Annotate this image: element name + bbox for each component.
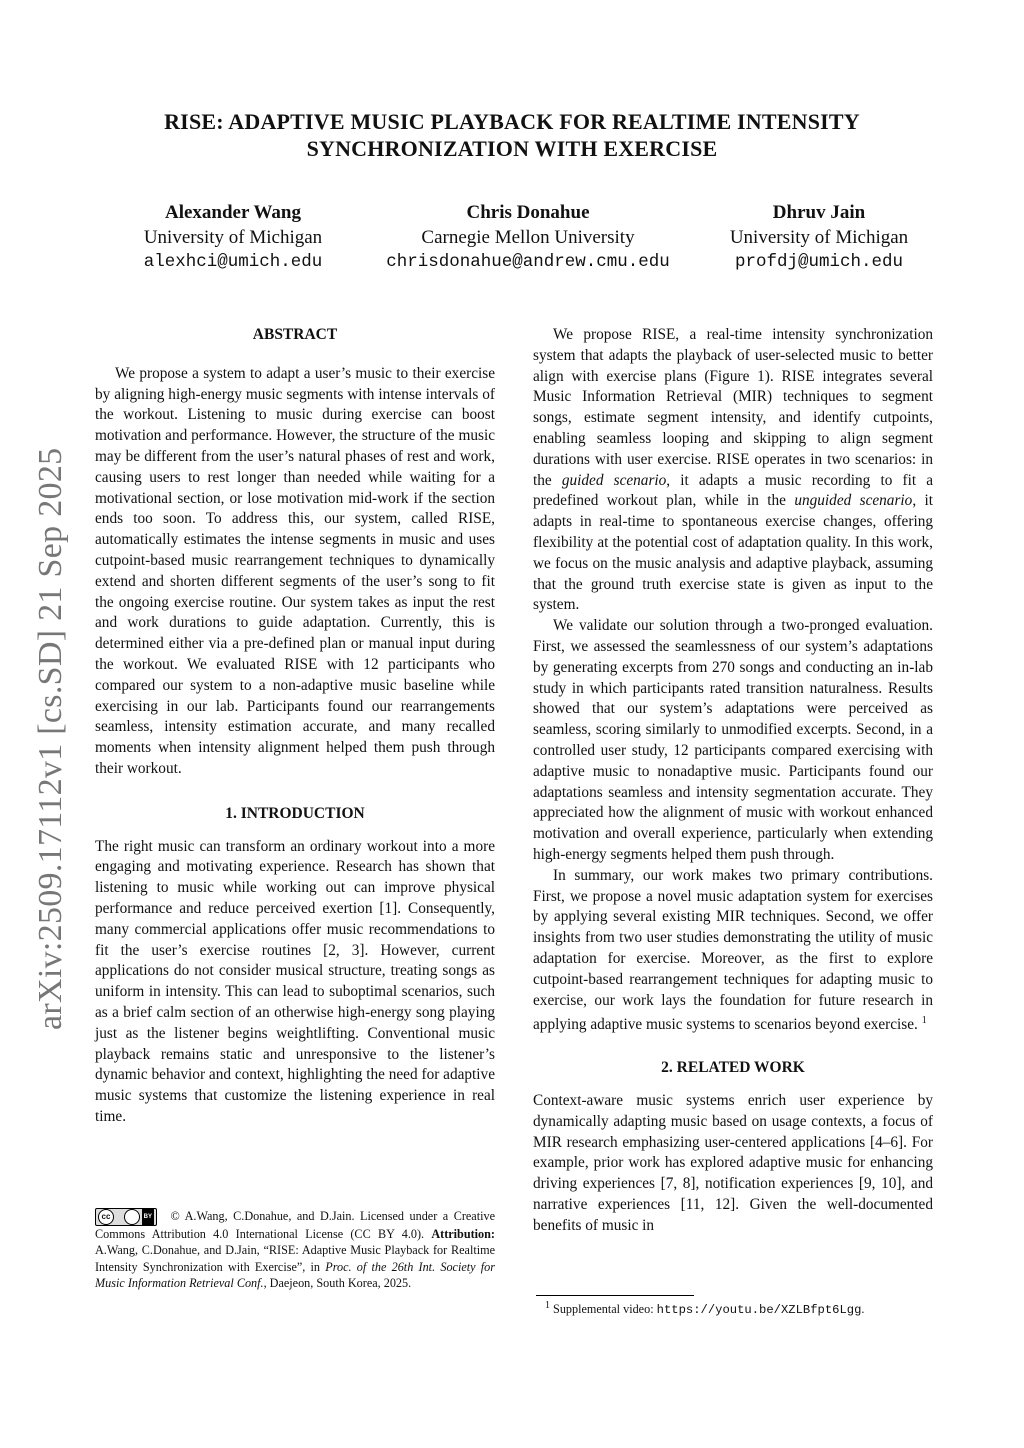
intro-paragraph-3: [533, 866, 933, 1036]
author-email: chrisdonahue@andrew.cmu.edu: [386, 252, 670, 272]
p3-text: In summary, our work makes two primary contributions. First, we propose a novel music adaptation system for exercises by applying several existing MIR techniques. Second, we offer insights from two user studies demonstrating the utility of music adaptation for exercise. Moreover, as the first to explore cutpoint-based rearrangement techniques for adapting music to exercise, our work lays the foundation for future research in applying adaptive music systems to scenarios beyond exercise.: [533, 866, 933, 1034]
left-column: [95, 325, 495, 1128]
author-name: Chris Donahue: [466, 202, 590, 223]
abstract-text: We propose a system to adapt a user’s music to their exercise by aligning high-energy music segments with intense intervals of the workout. Listening to music during exercise can boost motivation and performance. However, the structure of the music may be different from the user’s natural phases of rest and work, causing users to rest longer than needed while waiting for a motivational section, or lose motivation mid-work if the section ends too soon. To address this, our system, called RISE, automatically estimates the intense segments in music and uses cutpoint-based music rearrangement techniques to dynamically extend and shorten different segments of the user’s song to fit the ongoing exercise routine. Our system takes as input the rest and work durations to guide adaptation. Currently, this is determined either via a pre-defined plan or manual input during the workout. We evaluated RISE with 12 participants who compared our system to a non-adaptive music baseline while exercising in our lab. Participants found our rearrangements seamless, intensity estimation accurate, and many recalled moments when intensity alignment helped them push through their workout.: [95, 364, 495, 777]
license-block: [95, 1208, 495, 1291]
author-block-1: [118, 200, 348, 275]
footnote: [545, 1298, 945, 1318]
author-name: Alexander Wang: [164, 202, 301, 223]
cc-icon: cc: [98, 1209, 114, 1225]
unguided-scenario-term: unguided scenario: [794, 492, 913, 510]
author-affiliation: Carnegie Mellon University: [421, 227, 635, 248]
related-work-text: Context-aware music systems enrich user experience by dynamically adapting music based on usage contexts, a focus of MIR research emphasizing user-centered applications [4–6]. For example, prior work has explored adaptive music for enhancing driving experiences [7, 8], notification experiences [9, 10], and narrative experiences [11, 12]. Given the well-documented benefits of music in: [533, 1091, 933, 1234]
cc-by-license-icon: [95, 1208, 157, 1226]
footnote-rule: [536, 1295, 694, 1296]
intro-paragraph-1: [533, 325, 933, 616]
venue-place: Daejeon, South Korea, 2025.: [269, 1275, 412, 1290]
author-block-2: [358, 200, 698, 275]
intro-paragraph-2: We validate our solution through a two-pronged evaluation. First, we assessed the seamlessness of our system’s adaptations by generating excerpts from 270 songs and conducting an in-lab study in which participants rated transition naturalness. Results showed that our system’s adaptations were perceived as seamless, scoring similarly to unmodified excerpts. Second, in a controlled user study, 12 participants compared exercising with adaptive music to nonadaptive music. Participants found our adaptations seamless and intensity segmentation accurate. They appreciated how the alignment of music with workout enhanced motivation and overall experience, particularly when extending high-energy segments helped them push through.: [533, 617, 933, 863]
author-affiliation: University of Michigan: [729, 227, 909, 248]
guided-scenario-term: guided scenario: [561, 471, 667, 489]
person-icon: [124, 1209, 140, 1225]
venue-text: Proc. of the 26th Int. Society for Music Information Retrieval Conf.,: [95, 1259, 495, 1290]
p1-part-a: We propose RISE, a real-time intensity synchronization system that adapts the playback of user-selected music to better align with exercise plans (Figure 1). RISE integrates several Music Information Retrieval (MIR) techniques to segment songs, estimate segment intensity, and identify cutpoints, enabling seamless looping and skipping to align segment durations with user exercise. RISE operates in two scenarios: in the: [533, 326, 933, 489]
paper-title: [80, 108, 944, 162]
title-line-2: SYNCHRONIZATION WITH EXERCISE: [306, 136, 718, 161]
author-email: profdj@umich.edu: [734, 252, 904, 272]
license-text: © A.Wang, C.Donahue, and D.Jain. Licensed under a Creative Commons Attribution 4.0 International License (CC BY 4.0).: [95, 1209, 495, 1242]
attribution-label: Attribution:: [431, 1227, 495, 1242]
related-work-heading: 2. RELATED WORK: [661, 1059, 805, 1077]
author-name: Dhruv Jain: [772, 202, 866, 223]
right-column: [533, 325, 933, 1237]
footnote-end: .: [861, 1302, 865, 1317]
footnote-mark: 1: [921, 1015, 927, 1027]
arxiv-side-label: arXiv:2509.17112v1 [cs.SD] 21 Sep 2025: [32, 447, 69, 1030]
author-block-3: [712, 200, 926, 275]
intro-text: The right music can transform an ordinary workout into a more engaging and motivating experience. Research has shown that listening to music while working out can improve physical performance and reduce perceived exertion [1]. Consequently, many commercial applications offer music recommendations to fit the user’s exercise routines [2, 3]. However, current applications do not consider musical structure, treating songs as uniform in intensity. This can lead to suboptimal scenarios, such as a brief calm section of an otherwise high-energy song playing just as the listener begins weightlifting. Conventional music playback remains static and unresponsive to the listener’s dynamic behavior and context, highlighting the need for adaptive music systems that customize the listening experience in real time.: [95, 837, 495, 1125]
attribution-text: A.Wang, C.Donahue, and D.Jain, “RISE: Adaptive Music Playback for Realtime Intensity Synchronization with Exercise”, in: [95, 1243, 495, 1274]
author-affiliation: University of Michigan: [143, 227, 323, 248]
p1-part-b: , it adapts a music recording to fit a predefined workout plan, while in the: [533, 471, 934, 510]
footnote-number: 1: [545, 1300, 550, 1311]
by-label: BY: [142, 1209, 154, 1225]
footnote-label: Supplemental video:: [553, 1302, 654, 1317]
intro-heading: 1. INTRODUCTION: [225, 804, 365, 822]
p1-part-c: , it adapts in real-time to spontaneous exercise changes, offering flexibility at the potential cost of adaptation quality. In this work, we focus on the music analysis and adaptive playback, assuming that the ground truth exercise state is given as input to the system.: [533, 492, 934, 614]
author-email: alexhci@umich.edu: [143, 252, 323, 272]
abstract-heading: ABSTRACT: [252, 326, 338, 343]
title-line-1: RISE: ADAPTIVE MUSIC PLAYBACK FOR REALTIME INTENSITY: [164, 109, 860, 134]
supplemental-video-link[interactable]: https://youtu.be/XZLBfpt6Lgg: [656, 1303, 862, 1318]
